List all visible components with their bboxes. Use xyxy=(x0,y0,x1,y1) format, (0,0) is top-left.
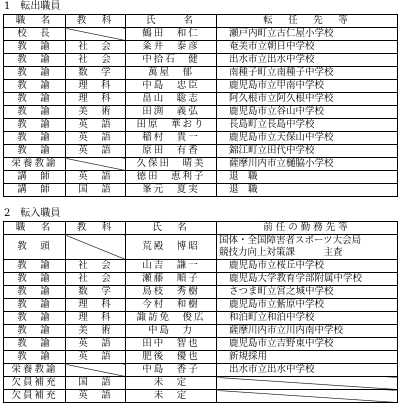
transfer-out-table xyxy=(3,14,398,197)
post-cell: 教 諭 xyxy=(4,119,66,132)
post-cell: 栄養教諭 xyxy=(4,364,66,377)
previous-workplace-cell xyxy=(217,235,398,260)
subject-cell: 理 科 xyxy=(66,299,126,312)
table-row xyxy=(4,28,398,41)
name-cell: 田中 智也 xyxy=(126,338,217,351)
previous-workplace-cell: 出水市立出水中学校 xyxy=(217,364,398,377)
post-cell: 教 諭 xyxy=(4,286,66,299)
name-cell: 畠山 聡志 xyxy=(126,93,217,106)
table-header-row xyxy=(4,222,398,235)
table-row xyxy=(4,338,398,351)
table-row xyxy=(4,299,398,312)
subject-cell: 理 科 xyxy=(66,93,126,106)
subject-cell: 美 術 xyxy=(66,106,126,119)
name-cell: 今村 和樹 xyxy=(126,299,217,312)
post-cell: 校 長 xyxy=(4,28,66,41)
previous-workplace-cell: 薩摩川内市立川内南中学校 xyxy=(217,325,398,338)
subject-cell: 美 術 xyxy=(66,325,126,338)
name-cell: 峯元 夏実 xyxy=(126,184,217,197)
table-row xyxy=(4,325,398,338)
name-cell: 原田 有香 xyxy=(126,145,217,158)
subject-cell: 英 語 xyxy=(66,119,126,132)
section-1-title: 1 転出職員 xyxy=(4,1,61,12)
post-cell: 教 頭 xyxy=(4,235,66,260)
table-row xyxy=(4,54,398,67)
table-row xyxy=(4,171,398,184)
post-cell: 教 諭 xyxy=(4,351,66,364)
previous-workplace-cell: 鹿児島市立桜丘中学校 xyxy=(217,260,398,273)
header-subject: 教 科 xyxy=(66,15,126,28)
destination-cell: 出水市立出水中学校 xyxy=(217,54,398,67)
subject-cell: 社 会 xyxy=(66,273,126,286)
subject-cell: 社 会 xyxy=(66,54,126,67)
header-name: 氏 名 xyxy=(126,15,217,28)
subject-cell xyxy=(66,235,126,260)
table-row xyxy=(4,390,398,403)
previous-workplace-cell: 鹿児島大学教育学部附属中学校 xyxy=(217,273,398,286)
header-subject: 教 科 xyxy=(66,222,126,235)
section-2-title: 2 転入職員 xyxy=(4,208,61,219)
name-cell: 鳥枝 秀樹 xyxy=(126,286,217,299)
post-cell: 教 諭 xyxy=(4,312,66,325)
name-cell: 中島 忠臣 xyxy=(126,80,217,93)
destination-cell: 奄美市立朝日中学校 xyxy=(217,41,398,54)
table-row xyxy=(4,106,398,119)
subject-cell: 英 語 xyxy=(66,171,126,184)
name-cell: 鶴田 和仁 xyxy=(126,28,217,41)
destination-cell: 阿久根市立阿久根中学校 xyxy=(217,93,398,106)
header-previous-workplace: 前任の勤務先等 xyxy=(217,222,398,235)
subject-cell xyxy=(66,364,126,377)
name-cell: 肥後 優也 xyxy=(126,351,217,364)
destination-cell: 鹿児島市立天保山中学校 xyxy=(217,132,398,145)
post-cell: 栄養教諭 xyxy=(4,158,66,171)
post-cell: 教 諭 xyxy=(4,132,66,145)
name-cell: 中拾石 健 xyxy=(126,54,217,67)
table-row xyxy=(4,286,398,299)
table-row xyxy=(4,377,398,390)
previous-workplace-cell: 和泊町立和泊中学校 xyxy=(217,312,398,325)
previous-workplace-line-2: 競技力向上対策課 主査 xyxy=(219,247,343,258)
name-cell: 粂井 泰彦 xyxy=(126,41,217,54)
table-row xyxy=(4,273,398,286)
name-cell: 田原 華おり xyxy=(126,119,217,132)
previous-workplace-cell: さつま町立宮之城中学校 xyxy=(217,286,398,299)
previous-workplace-cell xyxy=(217,390,398,403)
table-row xyxy=(4,351,398,364)
name-cell: 中島 力 xyxy=(126,325,217,338)
table-row xyxy=(4,158,398,171)
subject-cell: 英 語 xyxy=(66,132,126,145)
subject-cell xyxy=(66,158,126,171)
post-cell: 教 諭 xyxy=(4,67,66,80)
post-cell: 教 諭 xyxy=(4,325,66,338)
subject-cell: 数 学 xyxy=(66,67,126,80)
subject-cell: 国 語 xyxy=(66,184,126,197)
previous-workplace-cell xyxy=(217,377,398,390)
name-cell: 萬屋 郁 xyxy=(126,67,217,80)
table-row xyxy=(4,312,398,325)
name-cell: 久保田 晴美 xyxy=(126,158,217,171)
name-cell: 徳田 恵利子 xyxy=(126,171,217,184)
name-cell: 荒殿 博昭 xyxy=(126,235,217,260)
post-cell: 欠員補充 xyxy=(4,390,66,403)
name-cell: 瀬藤 順子 xyxy=(126,273,217,286)
table-row xyxy=(4,132,398,145)
name-cell: 山吉 謙一 xyxy=(126,260,217,273)
table-header-row xyxy=(4,15,398,28)
table-row xyxy=(4,119,398,132)
subject-cell xyxy=(66,28,126,41)
subject-cell: 英 語 xyxy=(66,145,126,158)
destination-cell: 錦江町立田代中学校 xyxy=(217,145,398,158)
name-cell: 諏訪免 俊広 xyxy=(126,312,217,325)
previous-workplace-cell: 鹿児島市立紫原中学校 xyxy=(217,299,398,312)
header-destination: 転 任 先 等 xyxy=(217,15,398,28)
post-cell: 教 諭 xyxy=(4,106,66,119)
table-row xyxy=(4,80,398,93)
subject-cell: 英 語 xyxy=(66,338,126,351)
table-row xyxy=(4,364,398,377)
destination-cell: 鹿児島市立甲南中学校 xyxy=(217,80,398,93)
subject-cell: 英 語 xyxy=(66,390,126,403)
name-cell: 中島 香子 xyxy=(126,364,217,377)
post-cell: 教 諭 xyxy=(4,260,66,273)
table-row xyxy=(4,235,398,260)
previous-workplace-cell: 新規採用 xyxy=(217,351,398,364)
destination-cell: 南種子町立南種子中学校 xyxy=(217,67,398,80)
subject-cell: 社 会 xyxy=(66,260,126,273)
post-cell: 教 諭 xyxy=(4,80,66,93)
name-cell: 未 定 xyxy=(126,377,217,390)
header-post: 職 名 xyxy=(4,222,66,235)
subject-cell: 理 科 xyxy=(66,80,126,93)
table-row xyxy=(4,260,398,273)
post-cell: 講 師 xyxy=(4,184,66,197)
table-row xyxy=(4,145,398,158)
table-row xyxy=(4,93,398,106)
previous-workplace-line-1: 国体・全国障害者スポーツ大会局 xyxy=(219,235,362,246)
post-cell: 教 諭 xyxy=(4,54,66,67)
header-name: 氏 名 xyxy=(126,222,217,235)
destination-cell: 瀬戸内町立古仁屋小学校 xyxy=(217,28,398,41)
name-cell: 田渕 義弘 xyxy=(126,106,217,119)
post-cell: 教 諭 xyxy=(4,299,66,312)
name-cell: 未 定 xyxy=(126,390,217,403)
table-row xyxy=(4,41,398,54)
post-cell: 欠員補充 xyxy=(4,377,66,390)
post-cell: 教 諭 xyxy=(4,93,66,106)
post-cell: 教 諭 xyxy=(4,273,66,286)
subject-cell: 英 語 xyxy=(66,351,126,364)
subject-cell: 数 学 xyxy=(66,286,126,299)
destination-cell: 長島町立長島中学校 xyxy=(217,119,398,132)
previous-workplace-cell: 鹿児島市立吉野東中学校 xyxy=(217,338,398,351)
subject-cell: 社 会 xyxy=(66,41,126,54)
table-row xyxy=(4,184,398,197)
post-cell: 教 諭 xyxy=(4,338,66,351)
header-post: 職 名 xyxy=(4,15,66,28)
name-cell: 稲村 貴一 xyxy=(126,132,217,145)
subject-cell: 国 語 xyxy=(66,377,126,390)
subject-cell: 理 科 xyxy=(66,312,126,325)
destination-cell: 退 職 xyxy=(217,184,398,197)
destination-cell: 鹿児島市立谷山中学校 xyxy=(217,106,398,119)
destination-cell: 薩摩川内市立樋脇小学校 xyxy=(217,158,398,171)
post-cell: 教 諭 xyxy=(4,41,66,54)
post-cell: 教 諭 xyxy=(4,145,66,158)
table-row xyxy=(4,67,398,80)
post-cell: 講 師 xyxy=(4,171,66,184)
destination-cell: 退 職 xyxy=(217,171,398,184)
transfer-in-table xyxy=(3,221,398,403)
